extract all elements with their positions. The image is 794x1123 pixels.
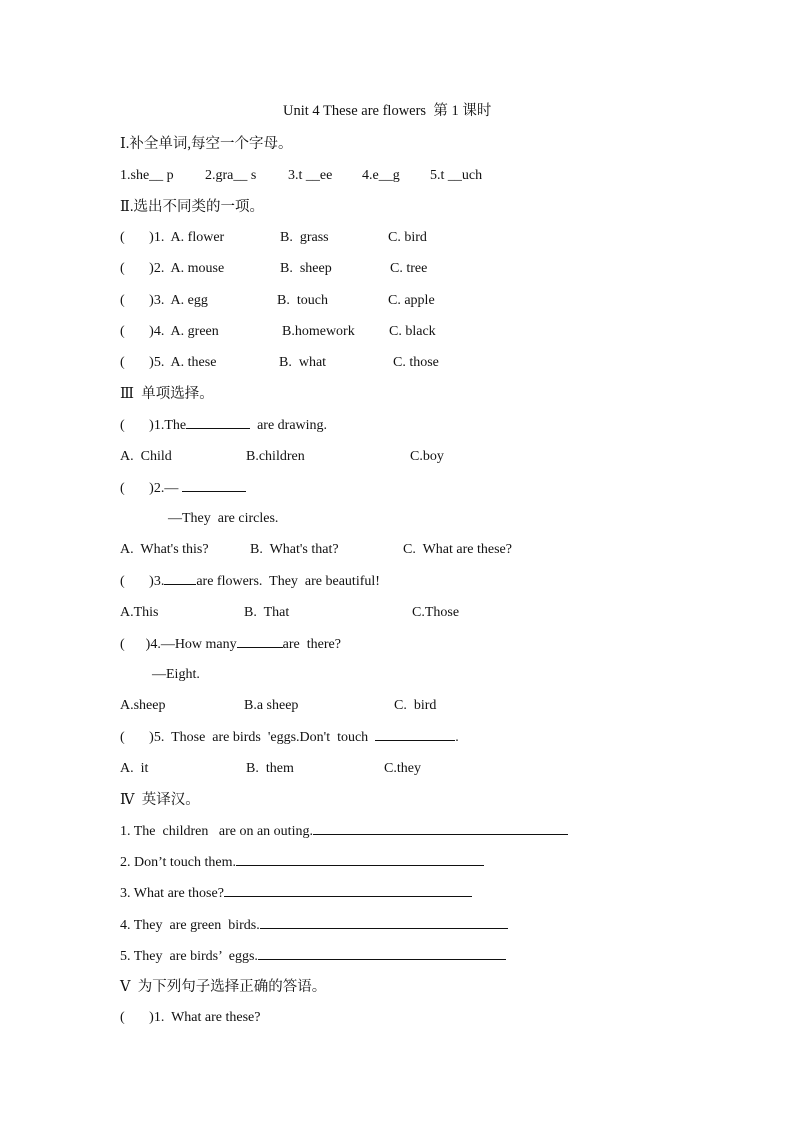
s3-q4-opt-c: C. bird xyxy=(394,698,437,713)
s4-item-5 xyxy=(120,947,506,966)
s4-item-1-text: 1. The children are on an outing. xyxy=(120,824,313,839)
section4-heading: Ⅳ 英译汉。 xyxy=(120,792,200,808)
section2-heading: Ⅱ.选出不同类的一项。 xyxy=(120,199,264,215)
section5-heading: Ⅴ 为下列句子选择正确的答语。 xyxy=(120,979,327,995)
s3-q5-opt-a: A. it xyxy=(120,761,149,776)
s1-item-4: 4.e__g xyxy=(362,168,400,183)
s3-q1-opt-b: B.children xyxy=(246,449,305,464)
s2-q4-b: B.homework xyxy=(282,324,355,339)
s3-q5-opt-c: C.they xyxy=(384,761,421,776)
s2-q2-c: C. tree xyxy=(390,261,428,276)
s3-q1-opt-c: C.boy xyxy=(410,449,444,464)
s4-item-4 xyxy=(120,916,508,935)
s3-q2-opt-a: A. What's this? xyxy=(120,542,209,557)
s3-q3-opt-c: C.Those xyxy=(412,605,460,620)
s3-q1-tail: are drawing. xyxy=(257,418,328,433)
s3-q2-text: ( )2.— xyxy=(120,481,179,496)
s3-q5-blank xyxy=(375,728,455,741)
s4-item-4-text: 4. They are green birds. xyxy=(120,918,260,933)
s4-item-3 xyxy=(120,884,472,903)
s3-q2-blank xyxy=(182,479,246,492)
s4-item-5-text: 5. They are birds’ eggs. xyxy=(120,949,258,964)
s3-q2-reply: —They are circles. xyxy=(168,511,279,526)
s3-q5-text: ( )5. Those are birds 'eggs.Don't touch xyxy=(120,730,369,745)
s2-q5-c: C. those xyxy=(393,355,439,370)
section1-heading: Ⅰ.补全单词,每空一个字母。 xyxy=(120,136,293,152)
s2-q4: ( )4. A. green xyxy=(120,324,219,339)
s4-item-5-blank xyxy=(258,947,506,960)
s2-q3-b: B. touch xyxy=(277,293,328,308)
s1-item-5: 5.t __uch xyxy=(430,168,483,183)
s3-q2-opt-b: B. What's that? xyxy=(250,542,339,557)
s2-q2-b: B. sheep xyxy=(280,261,332,276)
s3-q4-opt-a: A.sheep xyxy=(120,698,166,713)
s4-item-1 xyxy=(120,822,568,841)
s3-q3-tail: are flowers. They are beautiful! xyxy=(196,574,380,589)
s4-item-4-blank xyxy=(260,916,508,929)
s3-q4-reply: —Eight. xyxy=(152,667,200,682)
s3-q2-opt-c: C. What are these? xyxy=(403,542,512,557)
s2-q1: ( )1. A. flower xyxy=(120,230,225,245)
s3-q4-opt-b: B.a sheep xyxy=(244,698,299,713)
s2-q3-c: C. apple xyxy=(388,293,435,308)
s3-q3-opt-b: B. That xyxy=(244,605,290,620)
s3-q3 xyxy=(120,572,380,591)
s2-q1-b: B. grass xyxy=(280,230,329,245)
s4-item-2 xyxy=(120,853,484,872)
s3-q2 xyxy=(120,479,246,498)
s3-q5-opt-b: B. them xyxy=(246,761,294,776)
s3-q3-opt-a: A.This xyxy=(120,605,159,620)
s5-q1: ( )1. What are these? xyxy=(120,1010,261,1025)
s4-item-2-blank xyxy=(236,853,484,866)
s3-q1-text: ( )1.The xyxy=(120,418,187,433)
s4-item-2-text: 2. Don’t touch them. xyxy=(120,855,237,870)
s2-q3: ( )3. A. egg xyxy=(120,293,208,308)
s3-q1-blank xyxy=(186,416,250,429)
s4-item-1-blank xyxy=(313,822,568,835)
page-title: Unit 4 These are flowers 第 1 课时 xyxy=(283,103,492,119)
s1-item-2: 2.gra__ s xyxy=(205,168,257,183)
s4-item-3-blank xyxy=(224,884,472,897)
s3-q3-text: ( )3. xyxy=(120,574,165,589)
s3-q4-text: ( )4.—How many xyxy=(120,637,237,652)
section3-heading: Ⅲ 单项选择。 xyxy=(120,386,214,402)
s3-q5 xyxy=(120,728,459,747)
s3-q4 xyxy=(120,635,341,654)
s1-item-3: 3.t __ee xyxy=(288,168,333,183)
s3-q3-blank xyxy=(164,572,196,585)
s3-q4-blank xyxy=(237,635,283,648)
s3-q5-tail: . xyxy=(455,730,459,745)
s2-q5: ( )5. A. these xyxy=(120,355,217,370)
s2-q2: ( )2. A. mouse xyxy=(120,261,225,276)
s1-item-1: 1.she__ p xyxy=(120,168,174,183)
s3-q1-opt-a: A. Child xyxy=(120,449,172,464)
s3-q4-tail: are there? xyxy=(282,637,341,652)
s2-q1-c: C. bird xyxy=(388,230,427,245)
s4-item-3-text: 3. What are those? xyxy=(120,886,224,901)
s2-q5-b: B. what xyxy=(279,355,327,370)
s2-q4-c: C. black xyxy=(389,324,436,339)
s3-q1 xyxy=(120,416,327,435)
